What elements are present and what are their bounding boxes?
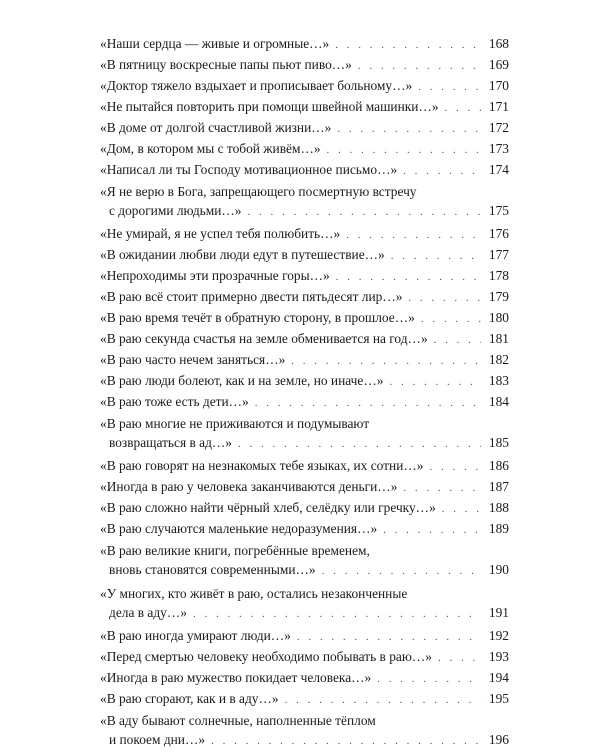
- toc-entry[interactable]: [100, 287, 509, 308]
- dot-leader: [327, 141, 481, 160]
- toc-entry-line: [100, 413, 509, 433]
- toc-page-number: 186: [488, 458, 509, 473]
- dot-leader: [377, 670, 481, 689]
- toc-entry-line: [100, 181, 509, 201]
- toc-page-number: 183: [488, 373, 509, 388]
- toc-entry[interactable]: [100, 224, 509, 245]
- toc-entry-title: «В доме от долгой счастливой жизни…»: [100, 120, 332, 135]
- toc-entry-title: «В раю секунда счастья на земле обменивается на год…»: [100, 331, 428, 346]
- toc-page-number: 187: [488, 479, 509, 494]
- toc-page-number: 180: [488, 310, 509, 325]
- toc-entry-title: «В раю сгорают, как и в аду…»: [100, 691, 279, 706]
- toc-entry-title: с дорогими людьми…»: [109, 203, 242, 218]
- toc-page-number: 182: [488, 352, 509, 367]
- toc-entry-line: [100, 710, 509, 730]
- dot-leader: [346, 226, 481, 245]
- toc-entry-title: «В раю сложно найти чёрный хлеб, селёдку или гречку…»: [100, 500, 436, 515]
- toc-entry[interactable]: [100, 266, 509, 287]
- toc-entry[interactable]: [100, 181, 509, 222]
- toc-entry-title: «В раю говорят на незнакомых тебе языках, их сотни…»: [100, 458, 424, 473]
- toc-entry-title: «В раю случаются маленькие недоразумения…»: [100, 521, 378, 536]
- dot-leader: [238, 435, 481, 454]
- dot-leader: [337, 120, 481, 139]
- toc-page-number: 181: [488, 331, 509, 346]
- toc-entry[interactable]: [100, 668, 509, 689]
- toc-entry-title: «В пятницу воскресные папы пьют пиво…»: [100, 57, 352, 72]
- toc-entry-title: «В аду бывают солнечные, наполненные тёплом: [100, 713, 376, 728]
- toc-entry-line: [100, 201, 509, 222]
- dot-leader: [445, 99, 481, 118]
- toc-entry[interactable]: [100, 350, 509, 371]
- toc-entry-line: [100, 540, 509, 560]
- toc-entry[interactable]: [100, 329, 509, 350]
- toc-entry[interactable]: [100, 456, 509, 477]
- toc-page-number: 178: [488, 268, 509, 283]
- toc-entry-title: «Доктор тяжело вздыхает и прописывает больному…»: [100, 78, 413, 93]
- toc-entry-title: «В раю многие не приживаются и подумывают: [100, 416, 370, 431]
- dot-leader: [383, 521, 481, 540]
- toc-entry-title: и покоем дни…»: [109, 732, 206, 747]
- toc-entry-title: «Иногда в раю мужество покидает человека…»: [100, 670, 372, 685]
- toc-page-number: 192: [488, 628, 509, 643]
- toc-page-number: 175: [488, 203, 509, 218]
- toc-page-number: 196: [488, 732, 509, 747]
- toc-entry-title: «Непроходимы эти прозрачные горы…»: [100, 268, 330, 283]
- toc-entry-title: «В раю время течёт в обратную сторону, в прошлое…»: [100, 310, 415, 325]
- toc-entry-title: «Я не верю в Бога, запрещающего посмертную встречу: [100, 184, 417, 199]
- toc-entry[interactable]: [100, 519, 509, 540]
- dot-leader: [391, 247, 481, 266]
- toc-entry[interactable]: [100, 34, 509, 55]
- toc-entry-title: «В раю люди болеют, как и на земле, но иначе…»: [100, 373, 384, 388]
- toc-entry-title: «Не умирай, я не успел тебя полюбить…»: [100, 226, 341, 241]
- dot-leader: [358, 57, 481, 76]
- dot-leader: [421, 310, 481, 329]
- toc-entry[interactable]: [100, 371, 509, 392]
- dot-leader: [211, 732, 481, 751]
- dot-leader: [285, 691, 481, 710]
- dot-leader: [248, 203, 482, 222]
- dot-leader: [429, 458, 481, 477]
- toc-page-number: 191: [488, 605, 509, 620]
- toc-entry-title: «В раю тоже есть дети…»: [100, 394, 249, 409]
- toc-page-number: 194: [488, 670, 509, 685]
- toc-page-number: 190: [488, 562, 509, 577]
- toc-entry-title: «В раю великие книги, погребённые временем,: [100, 543, 370, 558]
- toc-entry[interactable]: [100, 160, 509, 181]
- toc-entry-title: «В раю иногда умирают люди…»: [100, 628, 291, 643]
- dot-leader: [408, 289, 481, 308]
- toc-entry-title: «Не пытайся повторить при помощи швейной машинки…»: [100, 99, 439, 114]
- toc-page-number: 172: [488, 120, 509, 135]
- toc-page-number: 188: [488, 500, 509, 515]
- dot-leader: [336, 268, 481, 287]
- toc-entry-title: «Наши сердца — живые и огромные…»: [100, 36, 330, 51]
- dot-leader: [434, 331, 481, 350]
- toc-entry-title: дела в аду…»: [109, 605, 187, 620]
- toc-entry[interactable]: [100, 139, 509, 160]
- toc-page-number: 177: [488, 247, 509, 262]
- toc-entry[interactable]: [100, 583, 509, 624]
- toc-entry[interactable]: [100, 118, 509, 139]
- dot-leader: [442, 500, 481, 519]
- toc-entry-line: [100, 603, 509, 624]
- toc-entry-title: «Перед смертью человеку необходимо побывать в раю…»: [100, 649, 432, 664]
- toc-entry-title: «В раю всё стоит примерно двести пятьдесят лир…»: [100, 289, 403, 304]
- toc-entry[interactable]: [100, 710, 509, 751]
- dot-leader: [322, 562, 481, 581]
- toc-page-number: 189: [488, 521, 509, 536]
- toc-entry-line: [100, 560, 509, 581]
- table-of-contents: [100, 34, 509, 753]
- dot-leader: [255, 394, 481, 413]
- toc-entry-line: [100, 583, 509, 603]
- dot-leader: [291, 352, 481, 371]
- toc-entry-title: «Написал ли ты Господу мотивационное письмо…»: [100, 162, 398, 177]
- toc-entry-title: «Дом, в котором мы с тобой живём…»: [100, 141, 321, 156]
- dot-leader: [418, 78, 481, 97]
- toc-entry[interactable]: [100, 97, 509, 118]
- dot-leader: [438, 649, 481, 668]
- toc-page-number: 173: [488, 141, 509, 156]
- toc-entry-title: вновь становятся современными…»: [109, 562, 316, 577]
- toc-entry[interactable]: [100, 498, 509, 519]
- toc-page-number: 168: [488, 36, 509, 51]
- toc-page-number: 169: [488, 57, 509, 72]
- toc-entry[interactable]: [100, 626, 509, 647]
- toc-page-number: 174: [488, 162, 509, 177]
- toc-page-number: 179: [488, 289, 509, 304]
- toc-page-number: 170: [488, 78, 509, 93]
- toc-entry-title: возвращаться в ад…»: [109, 435, 233, 450]
- toc-entry[interactable]: [100, 76, 509, 97]
- toc-entry[interactable]: [100, 392, 509, 413]
- dot-leader: [193, 605, 481, 624]
- toc-page-number: 185: [488, 435, 509, 450]
- dot-leader: [297, 628, 481, 647]
- toc-page-number: 195: [488, 691, 509, 706]
- toc-entry-line: [100, 433, 509, 454]
- toc-entry[interactable]: [100, 540, 509, 581]
- dot-leader: [403, 479, 481, 498]
- toc-entry-line: [100, 730, 509, 751]
- toc-entry[interactable]: [100, 308, 509, 329]
- toc-entry-title: «В ожидании любви люди едут в путешествие…»: [100, 247, 385, 262]
- toc-page-number: 184: [488, 394, 509, 409]
- toc-entry[interactable]: [100, 413, 509, 454]
- toc-page-number: 171: [488, 99, 509, 114]
- toc-page-number: 193: [488, 649, 509, 664]
- toc-entry[interactable]: [100, 245, 509, 266]
- dot-leader: [389, 373, 481, 392]
- toc-entry[interactable]: [100, 477, 509, 498]
- toc-entry-title: «Иногда в раю у человека заканчиваются деньги…»: [100, 479, 398, 494]
- toc-entry-title: «В раю часто нечем заняться…»: [100, 352, 286, 367]
- dot-leader: [403, 162, 481, 181]
- dot-leader: [335, 36, 481, 55]
- toc-entry[interactable]: [100, 55, 509, 76]
- toc-entry[interactable]: [100, 689, 509, 710]
- toc-entry-title: «У многих, кто живёт в раю, остались незаконченные: [100, 586, 408, 601]
- toc-entry[interactable]: [100, 647, 509, 668]
- toc-page-number: 176: [488, 226, 509, 241]
